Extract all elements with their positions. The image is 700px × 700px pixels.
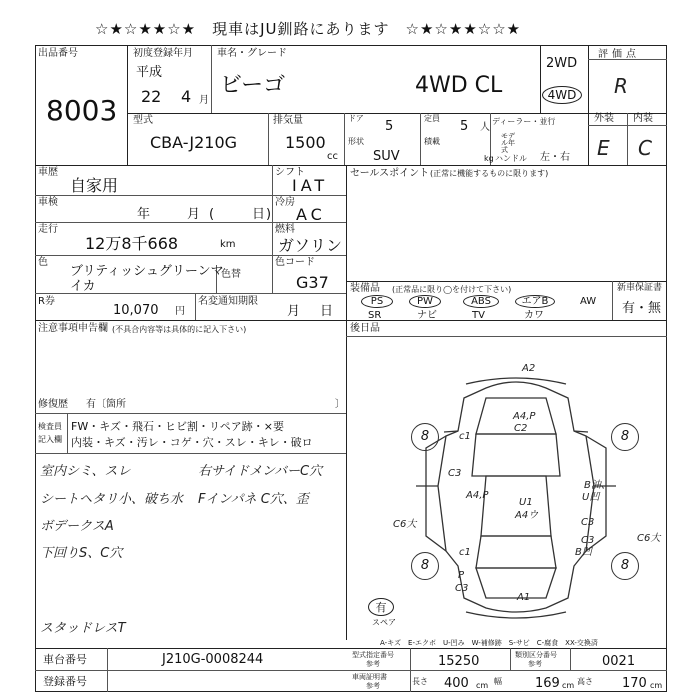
dims-sub: 参考 bbox=[366, 682, 380, 690]
type-no-sub: 参考 bbox=[366, 660, 380, 668]
damage-legend: A-キズ E-エクボ U-凹み W-補修跡 S-サビ C-腐食 XX-交換済 bbox=[380, 639, 598, 647]
car-grade: 4WD CL bbox=[415, 73, 503, 98]
later-items-label: 後日品 bbox=[350, 323, 380, 334]
lot-label: 出品番号 bbox=[38, 48, 78, 59]
cautions-label: 注意事項申告欄 bbox=[38, 323, 108, 334]
handle-label: ハンドル bbox=[495, 154, 527, 163]
inspection-open: ( bbox=[209, 207, 215, 222]
mark-u1: U1 bbox=[519, 497, 533, 508]
doors-value: 5 bbox=[385, 119, 394, 134]
note-2: シートヘタリ小、破ち水 bbox=[40, 492, 184, 507]
reg-month: 4 bbox=[181, 87, 192, 106]
tire-rear-left: 8 bbox=[411, 552, 439, 580]
color-code-label: 色コード bbox=[275, 257, 315, 268]
drive-4wd: 4WD bbox=[542, 86, 582, 104]
exterior-label: 外装 bbox=[594, 113, 614, 124]
mark-b-right2: B凹 bbox=[575, 547, 592, 558]
width-value: 169 bbox=[535, 676, 560, 691]
shape-label: 形状 bbox=[348, 137, 364, 146]
chassis-value: J210G-0008244 bbox=[162, 652, 264, 667]
usage-value: 自家用 bbox=[70, 176, 119, 195]
dealer-label: ディーラー・並行 bbox=[492, 117, 556, 126]
dims-label: 車両証明書 bbox=[352, 673, 387, 681]
reg-month-unit: 月 bbox=[199, 95, 209, 106]
page-banner: ☆★☆★★☆★ 現車はJU釧路にあります ☆★☆★★☆☆★ bbox=[95, 20, 522, 38]
inspection-close: ) bbox=[266, 207, 272, 222]
width-label: 幅 bbox=[494, 677, 502, 686]
color-label: 色 bbox=[38, 257, 48, 268]
tire-rear-right: 8 bbox=[611, 552, 639, 580]
equipment-label: 装備品 bbox=[350, 283, 380, 294]
type-no-value: 15250 bbox=[438, 654, 480, 669]
car-name-label: 車名・グレード bbox=[217, 48, 287, 59]
mark-b-right: B油、 bbox=[584, 480, 611, 491]
equip-aw: AW bbox=[580, 296, 597, 307]
repair-value: 有〔箇所 bbox=[86, 399, 126, 410]
repair-close: 〕 bbox=[335, 399, 345, 410]
inspection-day: 日 bbox=[252, 207, 266, 222]
mark-c2: C2 bbox=[514, 423, 528, 434]
reg-year: 22 bbox=[141, 87, 162, 106]
recycle-value: 10,070 bbox=[113, 303, 159, 318]
chassis-label: 車台番号 bbox=[43, 653, 87, 666]
usage-label: 車歴 bbox=[38, 167, 58, 178]
length-label: 長さ bbox=[412, 677, 428, 686]
mark-c6-left: C6大 bbox=[393, 519, 417, 530]
mileage-unit: km bbox=[220, 239, 236, 250]
sales-points-note: (正常に機能するものに限ります) bbox=[430, 169, 549, 178]
cautions-note: (不具合内容等は具体的に記入下さい) bbox=[112, 325, 247, 334]
car-name: ビーゴ bbox=[220, 73, 286, 98]
width-unit: cm bbox=[562, 681, 575, 690]
fuel-label: 燃料 bbox=[275, 224, 295, 235]
model-year-label: モデル年式 bbox=[501, 132, 515, 154]
inspector-label1: 検査員 bbox=[38, 422, 62, 431]
note-6: Fインパネ C穴、歪 bbox=[198, 492, 309, 507]
load-label: 積載 bbox=[424, 137, 440, 146]
model-value: CBA-J210G bbox=[150, 133, 238, 152]
height-value: 170 bbox=[622, 676, 647, 691]
mark-c3-left2: C3 bbox=[581, 517, 595, 528]
displacement-label: 排気量 bbox=[273, 115, 303, 126]
color-code-value: G37 bbox=[296, 273, 329, 292]
note-4: 下回りS、C穴 bbox=[40, 546, 123, 561]
mark-a1: A1 bbox=[517, 592, 531, 603]
mark-a4: A4ウ bbox=[515, 510, 539, 521]
equip-ps: PS bbox=[361, 295, 393, 308]
mark-c3-right: C3 bbox=[581, 535, 595, 546]
grade-label: 評価点 bbox=[598, 49, 640, 60]
mark-a2: A2 bbox=[522, 363, 536, 374]
mark-a4p-top: A4,P bbox=[513, 411, 536, 422]
mark-c1-top: c1 bbox=[459, 431, 471, 442]
mark-p: P bbox=[458, 570, 465, 581]
car-diagram bbox=[346, 336, 667, 640]
capacity-value: 5 bbox=[460, 119, 469, 134]
inspector-row2: 内装・キズ・汚レ・コゲ・穴・スレ・キレ・破ロ bbox=[71, 436, 313, 449]
plate-label: 登録番号 bbox=[43, 675, 87, 688]
recycle-label: R券 bbox=[38, 296, 55, 307]
inspection-year: 年 bbox=[137, 207, 151, 222]
equip-navi: ナビ bbox=[417, 310, 437, 321]
class-no-sub: 参考 bbox=[528, 660, 542, 668]
sales-points-label: セールスポイント bbox=[350, 168, 430, 179]
inspection-label: 車検 bbox=[38, 197, 58, 208]
spare-mark: 有 bbox=[368, 598, 394, 616]
expiry-day: 日 bbox=[320, 304, 334, 319]
mark-c3-left: C3 bbox=[448, 468, 462, 479]
shape-value: SUV bbox=[373, 149, 400, 164]
lot-number: 8003 bbox=[46, 94, 118, 127]
doors-label: ドア bbox=[348, 114, 364, 123]
grade-value: R bbox=[614, 74, 628, 98]
inspection-month: 月 bbox=[187, 207, 201, 222]
height-unit: cm bbox=[650, 681, 663, 690]
inspector-label2: 記入欄 bbox=[38, 435, 62, 444]
equip-tv: TV bbox=[472, 310, 485, 321]
load-unit: kg bbox=[484, 154, 494, 163]
recycle-unit: 円 bbox=[175, 306, 185, 317]
tire-front-left: 8 bbox=[411, 423, 439, 451]
height-label: 高さ bbox=[577, 677, 593, 686]
drive-2wd: 2WD bbox=[546, 56, 578, 71]
equip-leather: カワ bbox=[524, 310, 544, 321]
mileage-value: 12万8千668 bbox=[85, 234, 179, 253]
warranty-label: 新車保証書 bbox=[617, 283, 663, 293]
mark-a4p-mid: A4,P bbox=[466, 490, 489, 501]
inspector-row1: FW・キズ・飛石・ヒビ割・リペア跡・×要 bbox=[71, 420, 284, 433]
color-value-line1: ブリティッシュグリーンマ bbox=[70, 264, 224, 279]
equip-airbag: エアB bbox=[515, 295, 555, 308]
mark-u-right: U凹 bbox=[582, 492, 600, 503]
displacement-unit: cc bbox=[327, 151, 338, 162]
note-1: 室内シミ、スレ bbox=[40, 464, 131, 479]
exterior-value: E bbox=[597, 136, 610, 160]
reg-label: 初度登録年月 bbox=[133, 48, 193, 59]
shift-label: シフト bbox=[275, 167, 305, 178]
tire-front-right: 8 bbox=[611, 423, 639, 451]
fuel-value: ガソリン bbox=[278, 236, 343, 255]
expiry-month: 月 bbox=[287, 304, 301, 319]
shift-value: IAT bbox=[292, 176, 329, 195]
warranty-value: 有・無 bbox=[622, 301, 662, 316]
equipment-note: (正常品に限り◯を付けて下さい) bbox=[392, 285, 512, 294]
mark-c6-right: C6大 bbox=[637, 533, 661, 544]
note-7: スタッドレスT bbox=[40, 621, 126, 636]
equip-abs: ABS bbox=[463, 295, 499, 308]
handle-value: 左・右 bbox=[540, 152, 570, 163]
interior-label: 内装 bbox=[633, 113, 653, 124]
length-unit: cm bbox=[476, 681, 489, 690]
spare-label: スペア bbox=[372, 618, 396, 627]
mark-c3-bottom: C3 bbox=[455, 583, 469, 594]
repair-label: 修復歴 bbox=[38, 399, 68, 410]
length-value: 400 bbox=[444, 676, 469, 691]
equip-pw: PW bbox=[409, 295, 441, 308]
mark-c1-bot: c1 bbox=[459, 547, 471, 558]
reg-era: 平成 bbox=[136, 65, 163, 80]
displacement-value: 1500 bbox=[285, 133, 326, 152]
color-change-label: 色替 bbox=[221, 269, 241, 280]
capacity-unit: 人 bbox=[480, 122, 490, 133]
expiry-label: 名変通知期限 bbox=[198, 296, 258, 307]
aircon-value: AC bbox=[296, 205, 326, 224]
type-no-label: 型式指定番号 bbox=[352, 651, 394, 659]
model-label: 型式 bbox=[133, 115, 153, 126]
class-no-value: 0021 bbox=[602, 654, 636, 669]
class-no-label: 類別区分番号 bbox=[515, 651, 557, 659]
note-3: ボデークスA bbox=[40, 519, 114, 534]
color-value-line2: イカ bbox=[70, 279, 96, 294]
capacity-label: 定員 bbox=[424, 114, 440, 123]
interior-value: C bbox=[638, 136, 652, 160]
note-5: 右サイドメンバーC穴 bbox=[198, 464, 323, 479]
mileage-label: 走行 bbox=[38, 224, 58, 235]
aircon-label: 冷房 bbox=[275, 197, 295, 208]
equip-sr: SR bbox=[368, 310, 382, 321]
